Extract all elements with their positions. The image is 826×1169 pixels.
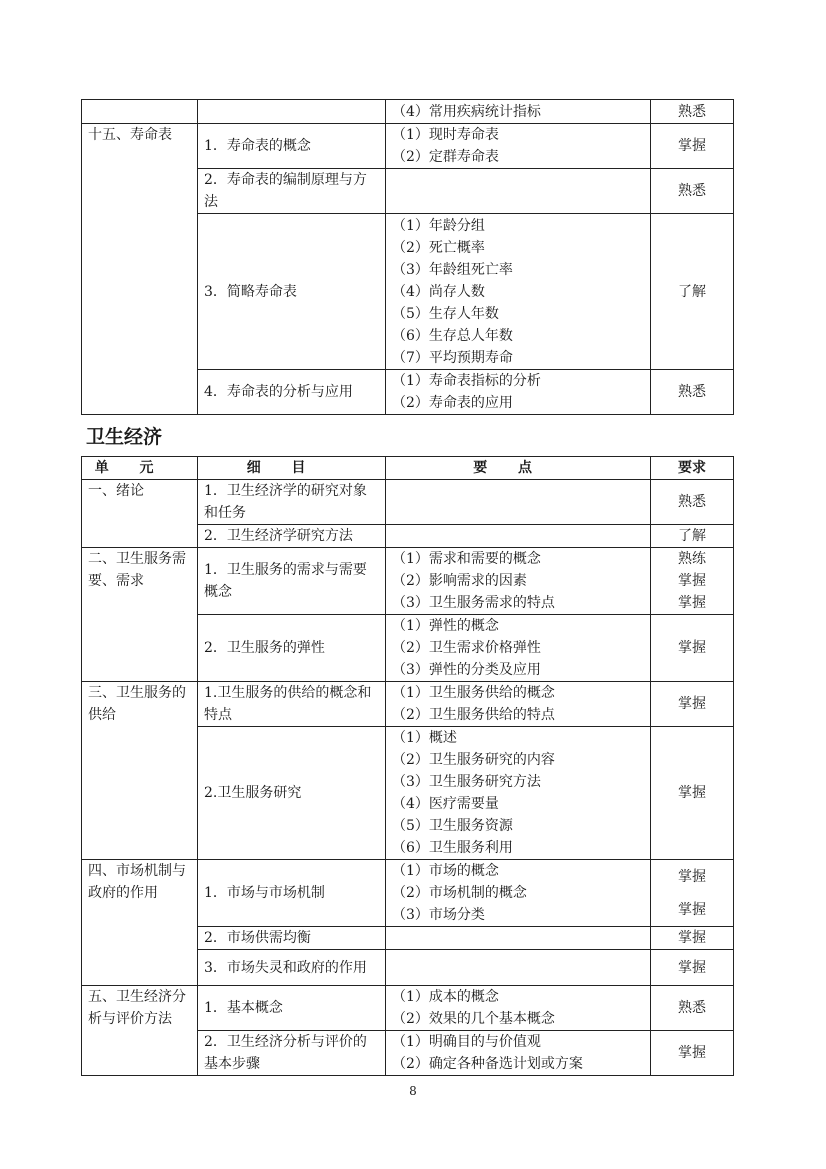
points-cell: （1）弹性的概念 （2）卫生需求价格弹性 （3）弹性的分类及应用 <box>386 615 651 682</box>
header-requirement: 要求 <box>651 457 734 480</box>
item-cell: 1．寿命表的概念 <box>198 124 386 169</box>
item-cell: 4．寿命表的分析与应用 <box>198 370 386 415</box>
life-table-syllabus <box>81 99 734 415</box>
points-cell <box>386 927 651 950</box>
section-title: 卫生经济 <box>86 426 163 448</box>
item-cell: 3．简略寿命表 <box>198 214 386 370</box>
table-row <box>82 986 734 1031</box>
points-cell: （1）成本的概念 （2）效果的几个基本概念 <box>386 986 651 1031</box>
header-item: 细目 <box>198 457 386 480</box>
requirement-cell: 掌握 <box>651 1031 734 1076</box>
item-cell: 3．市场失灵和政府的作用 <box>198 950 386 986</box>
item-cell: 1．卫生服务的需求与需要概念 <box>198 548 386 615</box>
requirement-cell: 熟悉 <box>651 100 734 124</box>
requirement-cell: 了解 <box>651 525 734 548</box>
item-cell: 2.卫生服务研究 <box>198 727 386 860</box>
points-cell <box>386 525 651 548</box>
table-row <box>82 124 734 169</box>
table-row <box>82 100 734 124</box>
points-cell: （1）寿命表指标的分析 （2）寿命表的应用 <box>386 370 651 415</box>
requirement-cell: 掌握 <box>651 615 734 682</box>
unit-cell <box>82 100 198 124</box>
page-number: 8 <box>409 1084 417 1098</box>
item-cell: 1．卫生经济学的研究对象和任务 <box>198 480 386 525</box>
points-cell <box>386 480 651 525</box>
item-cell: 2．卫生经济分析与评价的基本步骤 <box>198 1031 386 1076</box>
table-row <box>82 860 734 927</box>
unit-cell: 四、市场机制与政府的作用 <box>82 860 198 986</box>
points-cell: （1）市场的概念 （2）市场机制的概念 （3）市场分类 <box>386 860 651 927</box>
requirement-cell: 熟悉 <box>651 370 734 415</box>
unit-cell: 五、卫生经济分析与评价方法 <box>82 986 198 1076</box>
item-cell: 1.卫生服务的供给的概念和特点 <box>198 682 386 727</box>
points-cell: （1）现时寿命表 （2）定群寿命表 <box>386 124 651 169</box>
requirement-cell: 熟悉 <box>651 480 734 525</box>
points-cell: （1）卫生服务供给的概念 （2）卫生服务供给的特点 <box>386 682 651 727</box>
points-cell: （1）明确目的与价值观 （2）确定各种备选计划或方案 <box>386 1031 651 1076</box>
item-cell: 1．市场与市场机制 <box>198 860 386 927</box>
item-cell: 2．卫生服务的弹性 <box>198 615 386 682</box>
requirement-cell: 了解 <box>651 214 734 370</box>
unit-cell: 一、绪论 <box>82 480 198 548</box>
item-cell <box>198 100 386 124</box>
unit-cell: 二、卫生服务需要、需求 <box>82 548 198 682</box>
requirement-cell: 掌握 <box>651 727 734 860</box>
item-cell: 2．市场供需均衡 <box>198 927 386 950</box>
requirement-cell: 掌握 掌握 <box>651 860 734 927</box>
points-cell: （4）常用疾病统计指标 <box>386 100 651 124</box>
requirement-cell: 掌握 <box>651 124 734 169</box>
requirement-cell: 掌握 <box>651 682 734 727</box>
header-unit: 单元 <box>82 457 198 480</box>
header-row <box>82 457 734 480</box>
item-cell: 1．基本概念 <box>198 986 386 1031</box>
points-cell: （1）需求和需要的概念 （2）影响需求的因素 （3）卫生服务需求的特点 <box>386 548 651 615</box>
unit-cell: 十五、寿命表 <box>82 124 198 415</box>
unit-cell: 三、卫生服务的供给 <box>82 682 198 860</box>
requirement-cell: 掌握 <box>651 950 734 986</box>
points-cell: （1）概述 （2）卫生服务研究的内容 （3）卫生服务研究方法 （4）医疗需要量 （5）卫生服务资源 （6）卫生服务利用 <box>386 727 651 860</box>
item-cell: 2．寿命表的编制原理与方法 <box>198 169 386 214</box>
requirement-cell: 掌握 <box>651 927 734 950</box>
header-points: 要点 <box>386 457 651 480</box>
points-cell <box>386 950 651 986</box>
table-row <box>82 480 734 525</box>
table-row <box>82 548 734 615</box>
requirement-cell: 熟悉 <box>651 169 734 214</box>
requirement-cell: 熟悉 <box>651 986 734 1031</box>
health-economics-syllabus <box>81 456 734 1076</box>
table-row <box>82 682 734 727</box>
points-cell <box>386 169 651 214</box>
points-cell: （1）年龄分组 （2）死亡概率 （3）年龄组死亡率 （4）尚存人数 （5）生存人年数 （6）生存总人年数 （7）平均预期寿命 <box>386 214 651 370</box>
item-cell: 2．卫生经济学研究方法 <box>198 525 386 548</box>
requirement-cell: 熟练 掌握 掌握 <box>651 548 734 615</box>
